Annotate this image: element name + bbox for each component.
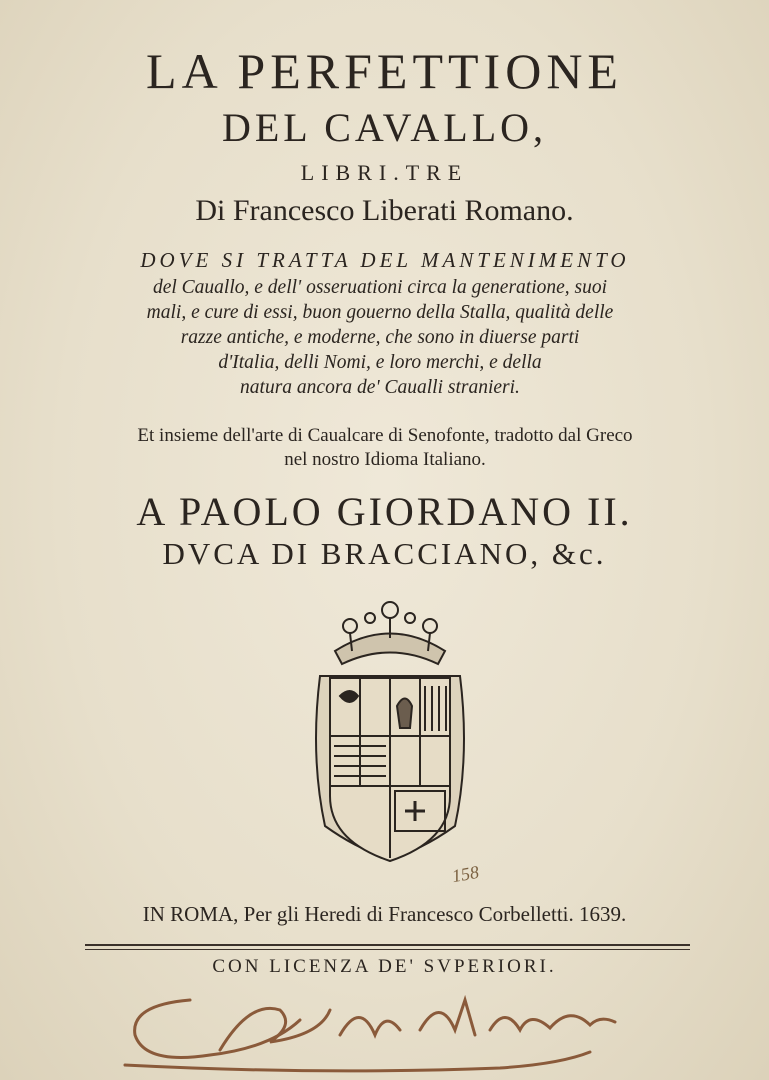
divider-rule	[85, 949, 690, 950]
title-line-1: LA PERFETTIONE	[146, 43, 623, 99]
description-line: mali, e cure di essi, buon gouerno della Stalla, qualità delle	[146, 302, 614, 323]
description-line: del Cauallo, e dell' osseruationi circa la generatione, suoi	[152, 277, 608, 298]
handwritten-signature-icon	[120, 980, 640, 1075]
description-line: natura ancora de' Caualli stranieri.	[240, 377, 520, 398]
dedication-line-2: DVCA DI BRACCIANO, &c.	[162, 536, 607, 571]
supplement-line-2: nel nostro Idioma Italiano.	[284, 449, 486, 470]
description-line: d'Italia, delli Nomi, e loro merchi, e della	[218, 352, 542, 373]
supplement-text	[40, 424, 730, 472]
title-author: Di Francesco Liberati Romano.	[195, 194, 574, 227]
license-line: CON LICENZA DE' SVPERIORI.	[212, 956, 557, 977]
marginal-note: 158	[450, 861, 481, 887]
imprint: IN ROMA, Per gli Heredi di Francesco Corbelletti. 1639.	[142, 902, 627, 926]
description-lead: DOVE SI TRATTA DEL MANTENIMENTO	[140, 248, 630, 272]
description-body	[40, 275, 720, 400]
divider-rule	[85, 944, 690, 946]
dedication-line-1: A PAOLO GIORDANO II.	[136, 489, 633, 534]
title-books: LIBRI.TRE	[300, 160, 469, 185]
title-line-2: DEL CAVALLO,	[221, 105, 548, 150]
supplement-line-1: Et insieme dell'arte di Caualcare di Senofonte, tradotto dal Greco	[137, 425, 633, 446]
coat-of-arms-icon	[300, 596, 480, 876]
description-line: razze antiche, e moderne, che sono in diuerse parti	[180, 327, 580, 348]
